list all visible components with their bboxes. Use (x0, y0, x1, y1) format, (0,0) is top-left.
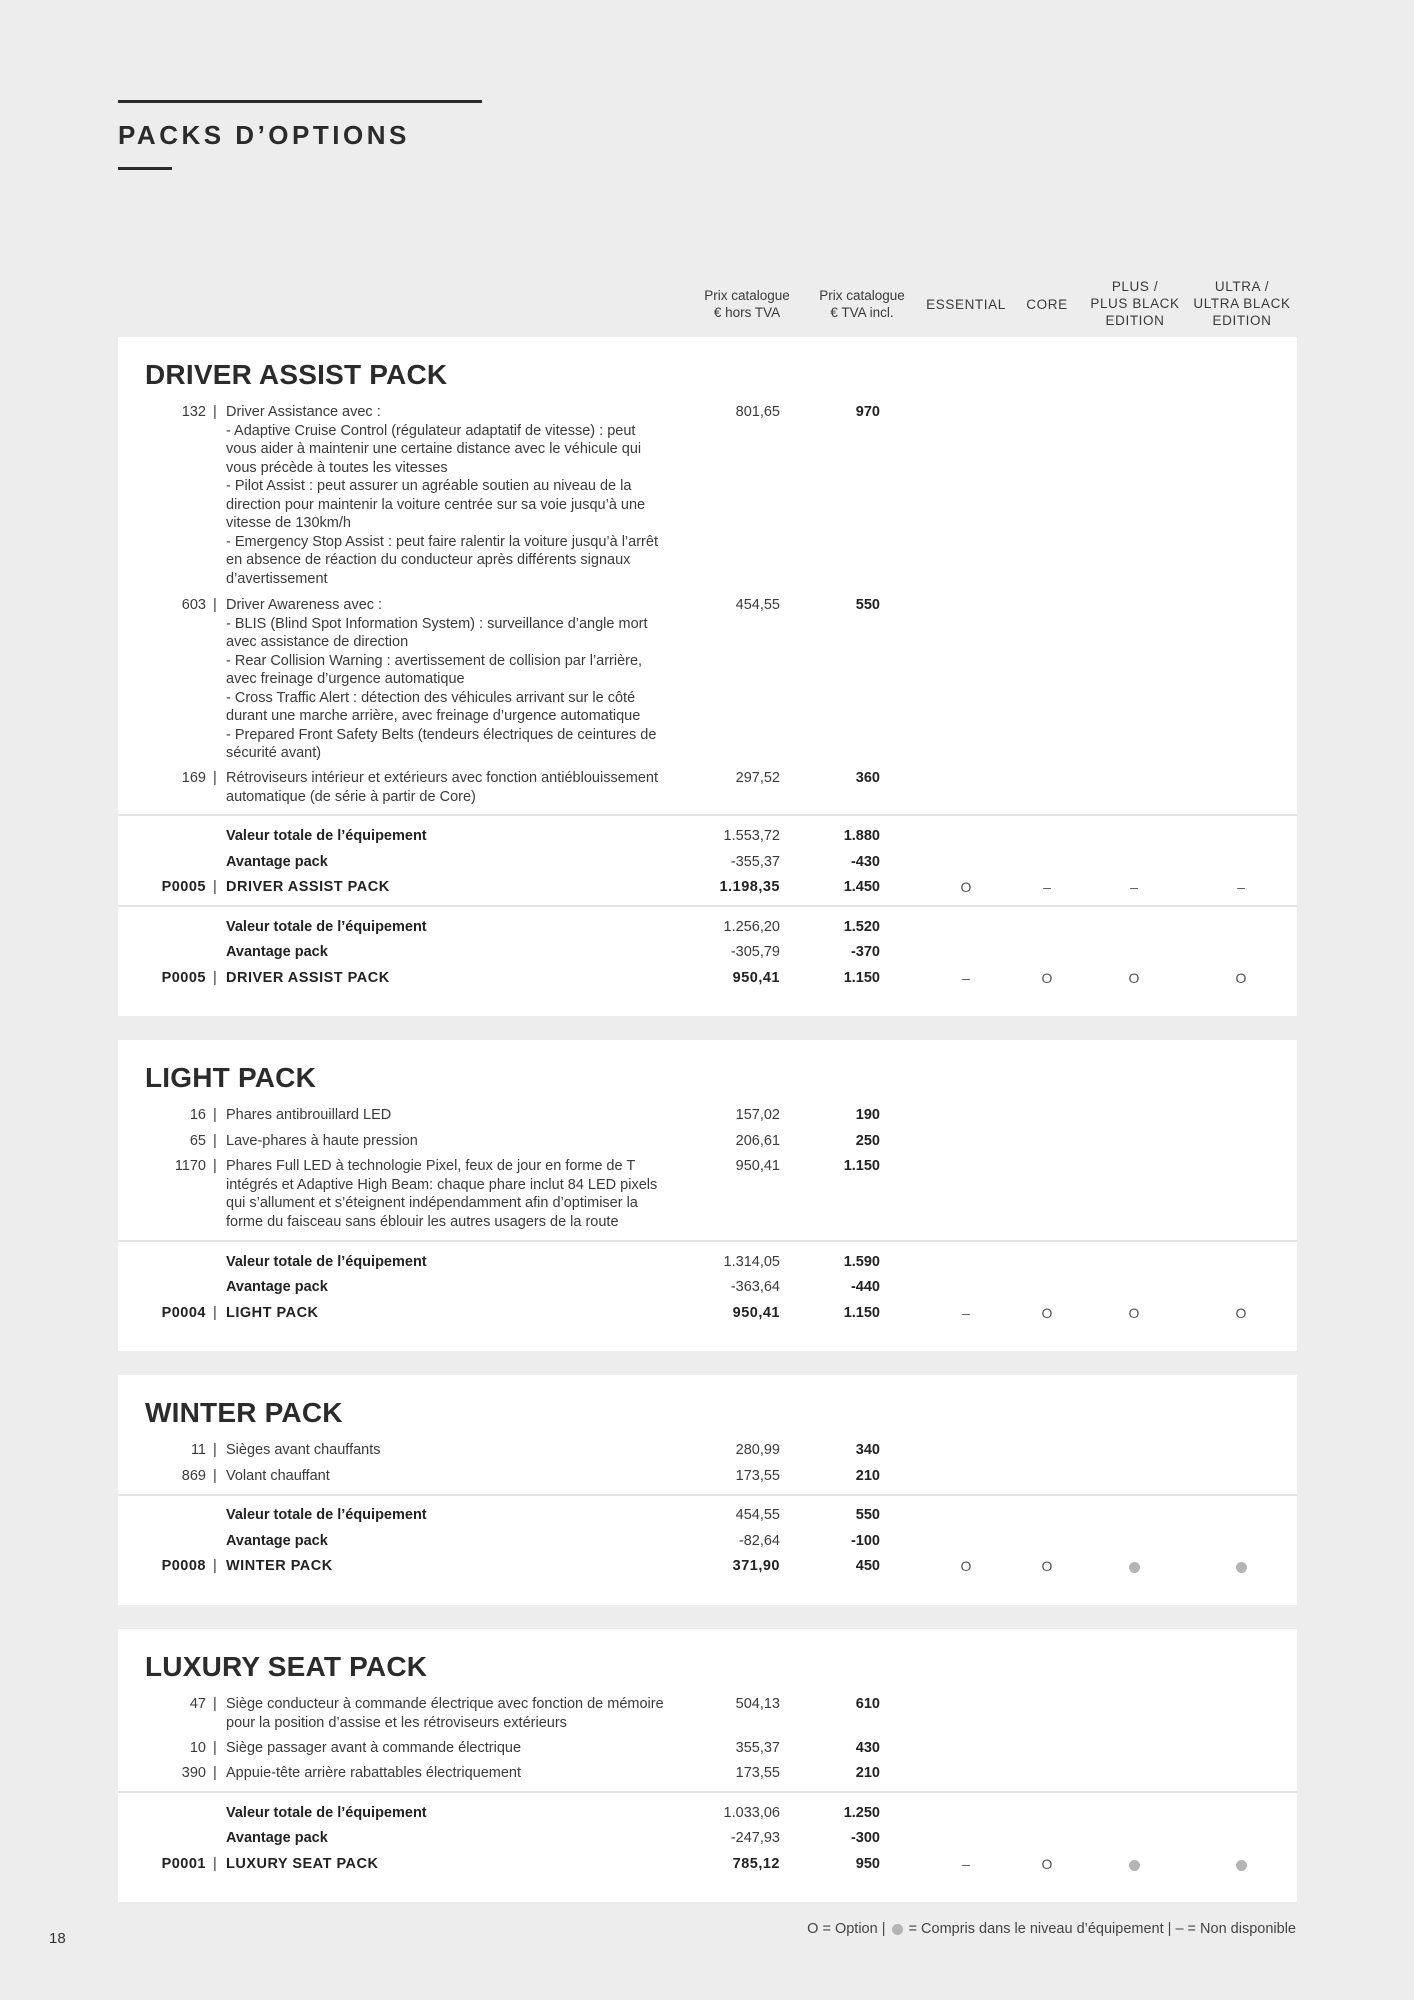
item-description: Sièges avant chauffants (226, 1442, 381, 1458)
total-excl-vat: 1.256,20 (723, 919, 780, 935)
availability-core: O (1041, 970, 1053, 986)
table-row (118, 1441, 1297, 1459)
pack-code: P0008 (161, 1558, 206, 1574)
pack-code: P0001 (161, 1856, 206, 1872)
legend-included: = Compris dans le niveau d’équipement | (908, 1921, 1172, 1937)
pack-price-row (118, 878, 1297, 896)
price-incl-vat: 550 (855, 597, 880, 613)
advantage-label: Avantage pack (226, 854, 328, 870)
table-row (118, 1764, 1297, 1782)
price-excl-vat: 206,61 (735, 1133, 780, 1149)
item-description: Rétroviseurs intérieur et extérieurs avec fonction antiéblouissement automatique (de série à partir de Core) (226, 770, 658, 805)
advantage-incl-vat: -440 (850, 1279, 880, 1295)
availability-core: O (1041, 1305, 1053, 1321)
availability-plus (1114, 1557, 1154, 1576)
item-code: 10 (189, 1740, 206, 1756)
advantage-incl-vat: -300 (850, 1830, 880, 1846)
availability-plus: O (1128, 1305, 1140, 1321)
advantage-excl-vat: -363,64 (730, 1279, 780, 1295)
item-code: 11 (190, 1442, 206, 1458)
price-excl-vat: 801,65 (735, 404, 780, 420)
pack-price-excl-vat: 371,90 (732, 1558, 780, 1574)
included-dot-icon (1236, 1860, 1247, 1871)
included-dot-icon (1129, 1562, 1140, 1573)
availability-ultra: O (1235, 970, 1247, 986)
pack-title: LIGHT PACK (145, 1062, 317, 1093)
header-plus: PLUS / PLUS BLACK EDITION (1090, 279, 1180, 328)
table-row (118, 1157, 1297, 1230)
divider (118, 1494, 1297, 1496)
advantage-label: Avantage pack (226, 944, 328, 960)
total-label: Valeur totale de l’équipement (226, 828, 427, 844)
included-dot-icon (892, 1924, 903, 1935)
item-description: Siège conducteur à commande électrique avec fonction de mémoire pour la position d’assise et les rétroviseurs extérieurs (226, 1696, 664, 1731)
separator: | (213, 1696, 217, 1712)
page-title: PACKS D’OPTIONS (118, 120, 410, 150)
pack-name: WINTER PACK (226, 1558, 333, 1574)
advantage-label: Avantage pack (226, 1830, 328, 1846)
item-description: Driver Assistance avec : - Adaptive Cruise Control (régulateur adaptatif de vitesse) : peut vous aider à maintenir une certaine distance avec le véhicule qui vous précède à toutes les vitesses - Pilot Assist : peut assurer un agréable soutien au niveau de la direction pour maintenir la voiture centrée sur sa voie jusqu’à une vitesse de 130km/h - Emergency Stop Assist : peut faire ralentir la voiture jusqu’à l’arrêt en absence de réaction du conducteur après différents signaux d’avertissement (226, 404, 658, 587)
total-incl-vat: 1.520 (843, 919, 880, 935)
price-excl-vat: 173,55 (735, 1468, 780, 1484)
separator: | (213, 597, 217, 613)
item-description: Siège passager avant à commande électrique (226, 1740, 522, 1756)
separator: | (213, 1740, 217, 1756)
price-excl-vat: 950,41 (735, 1158, 780, 1174)
total-label: Valeur totale de l’équipement (226, 1805, 427, 1821)
total-value-row (118, 918, 1297, 936)
item-code: 16 (189, 1107, 206, 1123)
pack-advantage-row (118, 1829, 1297, 1847)
header-price-incl-vat: Prix catalogue € TVA incl. (819, 288, 905, 320)
separator: | (213, 1558, 217, 1574)
pack-name: DRIVER ASSIST PACK (226, 879, 390, 895)
price-incl-vat: 610 (855, 1696, 880, 1712)
availability-ultra (1221, 1855, 1261, 1874)
pack-name: LIGHT PACK (226, 1305, 319, 1321)
total-value-row (118, 1253, 1297, 1271)
header-core: CORE (1026, 297, 1068, 312)
pack-title: DRIVER ASSIST PACK (145, 359, 448, 390)
total-label: Valeur totale de l’équipement (226, 1507, 427, 1523)
pack-price-excl-vat: 1.198,35 (719, 879, 780, 895)
separator: | (213, 879, 217, 895)
table-row (118, 1132, 1297, 1150)
pack-card-light (118, 1040, 1297, 1351)
table-row (118, 1695, 1297, 1731)
table-row (118, 769, 1297, 805)
pack-price-excl-vat: 950,41 (732, 1305, 780, 1321)
pack-name: DRIVER ASSIST PACK (226, 970, 390, 986)
separator: | (213, 1442, 217, 1458)
table-row (118, 596, 1297, 761)
advantage-incl-vat: -370 (850, 944, 880, 960)
total-excl-vat: 1.033,06 (723, 1805, 780, 1821)
item-code: 1170 (174, 1158, 206, 1174)
availability-essential: O (960, 1558, 972, 1574)
price-excl-vat: 280,99 (735, 1442, 780, 1458)
availability-ultra (1221, 1557, 1261, 1576)
price-incl-vat: 210 (855, 1765, 880, 1781)
total-incl-vat: 550 (855, 1507, 880, 1523)
pack-price-row (118, 969, 1297, 987)
pack-card-winter (118, 1375, 1297, 1605)
advantage-excl-vat: -247,93 (730, 1830, 780, 1846)
total-value-row (118, 1506, 1297, 1524)
pack-price-incl-vat: 950 (855, 1856, 880, 1872)
advantage-incl-vat: -100 (850, 1533, 880, 1549)
separator: | (213, 1305, 217, 1321)
price-incl-vat: 360 (855, 770, 880, 786)
availability-plus: – (1130, 879, 1138, 895)
pack-price-excl-vat: 785,12 (732, 1856, 780, 1872)
pack-advantage-row (118, 1278, 1297, 1296)
separator: | (213, 1856, 217, 1872)
pack-code: P0004 (161, 1305, 206, 1321)
legend (807, 1921, 1296, 1937)
item-description: Phares antibrouillard LED (226, 1107, 392, 1123)
total-value-row (118, 827, 1297, 845)
availability-essential: – (962, 1305, 970, 1321)
total-excl-vat: 1.314,05 (723, 1254, 780, 1270)
legend-option: O = Option | (807, 1921, 886, 1937)
divider (118, 1791, 1297, 1793)
pack-code: P0005 (161, 970, 206, 986)
pack-advantage-row (118, 1532, 1297, 1550)
item-code: 603 (181, 597, 206, 613)
separator: | (213, 1765, 217, 1781)
availability-essential: – (962, 1856, 970, 1872)
separator: | (213, 1468, 217, 1484)
total-incl-vat: 1.880 (843, 828, 880, 844)
header-ultra: ULTRA / ULTRA BLACK EDITION (1193, 279, 1291, 328)
pack-price-incl-vat: 450 (855, 1558, 880, 1574)
item-code: 47 (189, 1696, 206, 1712)
item-description: Phares Full LED à technologie Pixel, feux de jour en forme de T intégrés et Adaptive High Beam: chaque phare inclut 84 LED pixels qui s’allument et s’éteignent indépendamment afin d’optimiser la forme du faisceau sans éblouir les autres usagers de la route (226, 1158, 658, 1230)
item-code: 132 (181, 404, 206, 420)
item-code: 65 (189, 1133, 206, 1149)
advantage-label: Avantage pack (226, 1533, 328, 1549)
availability-plus: O (1128, 970, 1140, 986)
header-price-excl-vat: Prix catalogue € hors TVA (704, 288, 790, 320)
price-incl-vat: 190 (855, 1107, 880, 1123)
price-excl-vat: 355,37 (735, 1740, 780, 1756)
price-incl-vat: 970 (855, 404, 880, 420)
separator: | (213, 1158, 217, 1174)
separator: | (213, 970, 217, 986)
pack-price-incl-vat: 1.450 (843, 879, 880, 895)
availability-core: – (1043, 879, 1051, 895)
price-excl-vat: 504,13 (735, 1696, 780, 1712)
price-incl-vat: 250 (855, 1133, 880, 1149)
page-number: 18 (49, 1930, 66, 1947)
table-row (118, 1739, 1297, 1757)
item-code: 869 (181, 1468, 206, 1484)
item-description: Driver Awareness avec : - BLIS (Blind Spot Information System) : surveillance d’angle mort avec assistance de direction - Rear Collision Warning : avertissement de collision par l’arrière, avec freinage d’urgence automatique - Cross Traffic Alert : détection des véhicules arrivant sur le côté durant une marche arrière, avec freinage d’urgence automatique - Prepared Front Safety Belts (tendeurs électriques de ceintures de sécurité avant) (226, 597, 657, 761)
divider (118, 1240, 1297, 1242)
total-label: Valeur totale de l’équipement (226, 1254, 427, 1270)
total-excl-vat: 1.553,72 (723, 828, 780, 844)
table-row (118, 1106, 1297, 1124)
price-incl-vat: 1.150 (843, 1158, 880, 1174)
included-dot-icon (1236, 1562, 1247, 1573)
availability-essential: O (960, 879, 972, 895)
separator: | (213, 770, 217, 786)
price-excl-vat: 173,55 (735, 1765, 780, 1781)
total-incl-vat: 1.590 (843, 1254, 880, 1270)
total-label: Valeur totale de l’équipement (226, 919, 427, 935)
price-incl-vat: 210 (855, 1468, 880, 1484)
legend-unavailable: – = Non disponible (1175, 1921, 1296, 1937)
divider (118, 905, 1297, 907)
item-description: Appuie-tête arrière rabattables électriquement (226, 1765, 521, 1781)
item-code: 169 (181, 770, 206, 786)
title-underline (118, 167, 172, 170)
separator: | (213, 404, 217, 420)
advantage-incl-vat: -430 (850, 854, 880, 870)
advantage-excl-vat: -82,64 (738, 1533, 780, 1549)
pack-price-incl-vat: 1.150 (843, 970, 880, 986)
availability-core: O (1041, 1558, 1053, 1574)
item-description: Lave-phares à haute pression (226, 1133, 418, 1149)
pack-card-driver-assist (118, 337, 1297, 1016)
price-excl-vat: 157,02 (735, 1107, 780, 1123)
pack-advantage-row (118, 943, 1297, 961)
price-excl-vat: 454,55 (735, 597, 780, 613)
total-value-row (118, 1804, 1297, 1822)
pack-price-excl-vat: 950,41 (732, 970, 780, 986)
pack-title: LUXURY SEAT PACK (145, 1651, 428, 1682)
pack-name: LUXURY SEAT PACK (226, 1856, 379, 1872)
separator: | (213, 1107, 217, 1123)
pack-price-row (118, 1855, 1297, 1873)
total-incl-vat: 1.250 (843, 1805, 880, 1821)
advantage-excl-vat: -305,79 (730, 944, 780, 960)
total-excl-vat: 454,55 (735, 1507, 780, 1523)
availability-core: O (1041, 1856, 1053, 1872)
availability-ultra: O (1235, 1305, 1247, 1321)
price-incl-vat: 430 (855, 1740, 880, 1756)
availability-ultra: – (1237, 879, 1245, 895)
header-essential: ESSENTIAL (926, 297, 1006, 312)
pack-price-incl-vat: 1.150 (843, 1305, 880, 1321)
availability-essential: – (962, 970, 970, 986)
included-dot-icon (1129, 1860, 1140, 1871)
table-row (118, 403, 1297, 587)
pack-advantage-row (118, 853, 1297, 871)
separator: | (213, 1133, 217, 1149)
top-rule (118, 100, 482, 103)
pack-price-row (118, 1304, 1297, 1322)
advantage-excl-vat: -355,37 (730, 854, 780, 870)
pack-card-luxury-seat (118, 1629, 1297, 1902)
divider (118, 814, 1297, 816)
pack-code: P0005 (161, 879, 206, 895)
table-row (118, 1467, 1297, 1485)
pack-title: WINTER PACK (145, 1397, 343, 1428)
price-incl-vat: 340 (855, 1442, 880, 1458)
column-headers (0, 277, 1414, 333)
pack-price-row (118, 1557, 1297, 1575)
item-description: Volant chauffant (226, 1468, 330, 1484)
advantage-label: Avantage pack (226, 1279, 328, 1295)
item-code: 390 (181, 1765, 206, 1781)
availability-plus (1114, 1855, 1154, 1874)
price-excl-vat: 297,52 (735, 770, 780, 786)
